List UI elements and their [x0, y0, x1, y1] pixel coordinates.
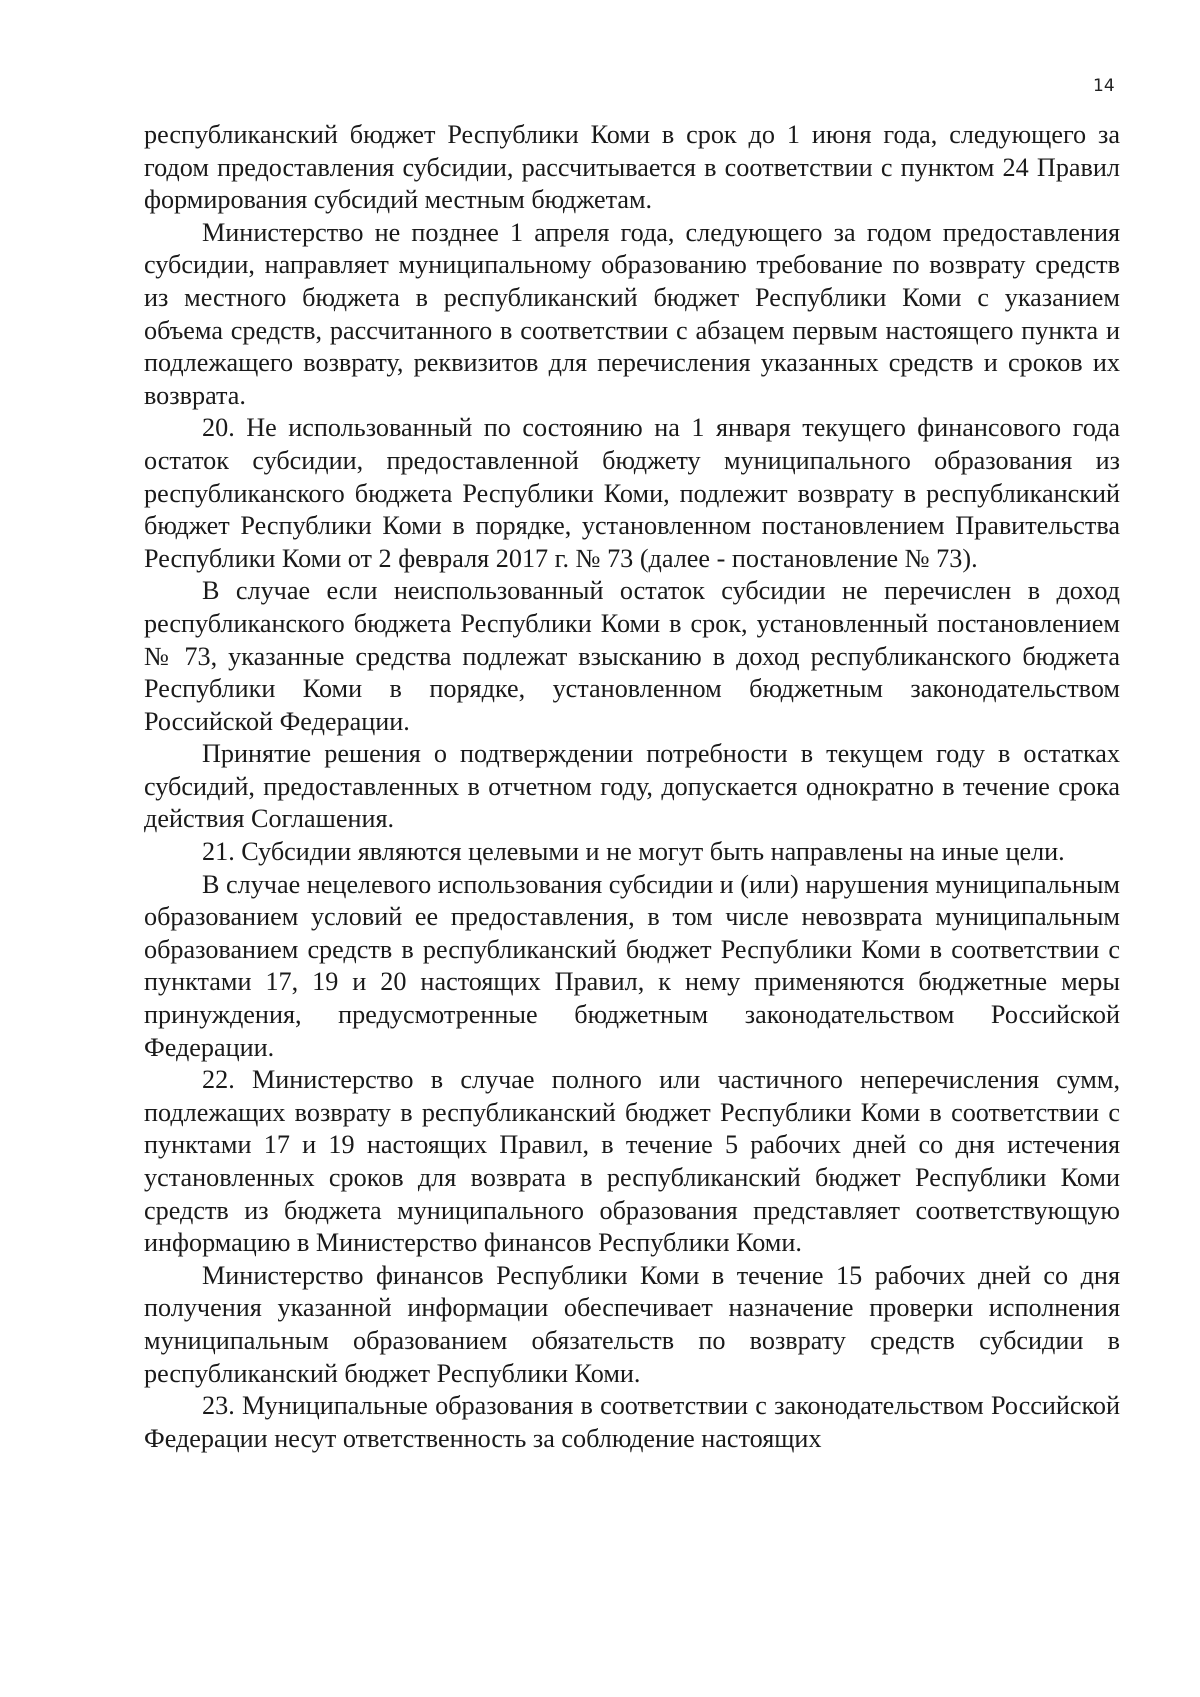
paragraph-decision: Принятие решения о подтверждении потребности в текущем году в остатках субсидий, предоставленных в отчетном году, допускается однократно в течение срока действия Соглашения.: [144, 739, 1120, 834]
paragraph-misuse: В случае нецелевого использования субсидии и (или) нарушения муниципальным образованием условий ее предоставления, в том числе невозврата муниципальным образованием средств в республиканский бюджет Республики Коми в соответствии с пунктами 17, 19 и 20 настоящих Правил, к нему применяются бюджетные меры принуждения, предусмотренные бюджетным законодательством Российской Федерации.: [144, 869, 1120, 1062]
paragraph-ministry-request: Министерство не позднее 1 апреля года, следующего за годом предоставления субсидии, направляет муниципальному образованию требование по возврату средств из местного бюджета в республиканский бюджет Республики Коми с указанием объема средств, рассчитанного в соответствии с абзацем первым настоящего пункта и подлежащего возврату, реквизитов для перечисления указанных средств и сроков их возврата.: [144, 217, 1120, 410]
paragraph-item-21: 21. Субсидии являются целевыми и не могут быть направлены на иные цели.: [202, 837, 1065, 867]
paragraph-item-22: 22. Министерство в случае полного или частичного неперечисления сумм, подлежащих возврату в республиканский бюджет Республики Коми в соответствии с пунктами 17 и 19 настоящих Правил, в течение 5 рабочих дней со дня истечения установленных сроков для возврата в республиканский бюджет Республики Коми средств из бюджета муниципального образования представляет соответствующую информацию в Министерство финансов Республики Коми.: [144, 1065, 1120, 1258]
paragraph-unused-balance: В случае если неиспользованный остаток субсидии не перечислен в доход республиканского бюджета Республики Коми в срок, установленный постановлением № 73, указанные средства подлежат взысканию в доход республиканского бюджета Республики Коми в порядке, установленном бюджетным законодательством Российской Федерации.: [144, 576, 1120, 736]
paragraph-continuation: республиканский бюджет Республики Коми в срок до 1 июня года, следующего за годом предоставления субсидии, рассчитывается в соответствии с пунктом 24 Правил формирования субсидий местным бюджетам.: [144, 120, 1120, 215]
paragraph-item-23: 23. Муниципальные образования в соответствии с законодательством Российской Федерации несут ответственность за соблюдение настоящих: [144, 1391, 1120, 1453]
document-body: [144, 119, 1120, 1455]
paragraph-finance-ministry: Министерство финансов Республики Коми в течение 15 рабочих дней со дня получения указанной информации обеспечивает назначение проверки исполнения муниципальным образованием обязательств по возврату средств субсидии в республиканский бюджет Республики Коми.: [144, 1260, 1120, 1388]
paragraph-item-20: 20. Не использованный по состоянию на 1 января текущего финансового года остаток субсидии, предоставленной бюджету муниципального образования из республиканского бюджета Республики Коми, подлежит возврату в республиканский бюджет Республики Коми в порядке, установленном постановлением Правительства Республики Коми от 2 февраля 2017 г. № 73 (далее - постановление № 73).: [144, 413, 1120, 573]
page-number: 14: [1093, 76, 1115, 96]
